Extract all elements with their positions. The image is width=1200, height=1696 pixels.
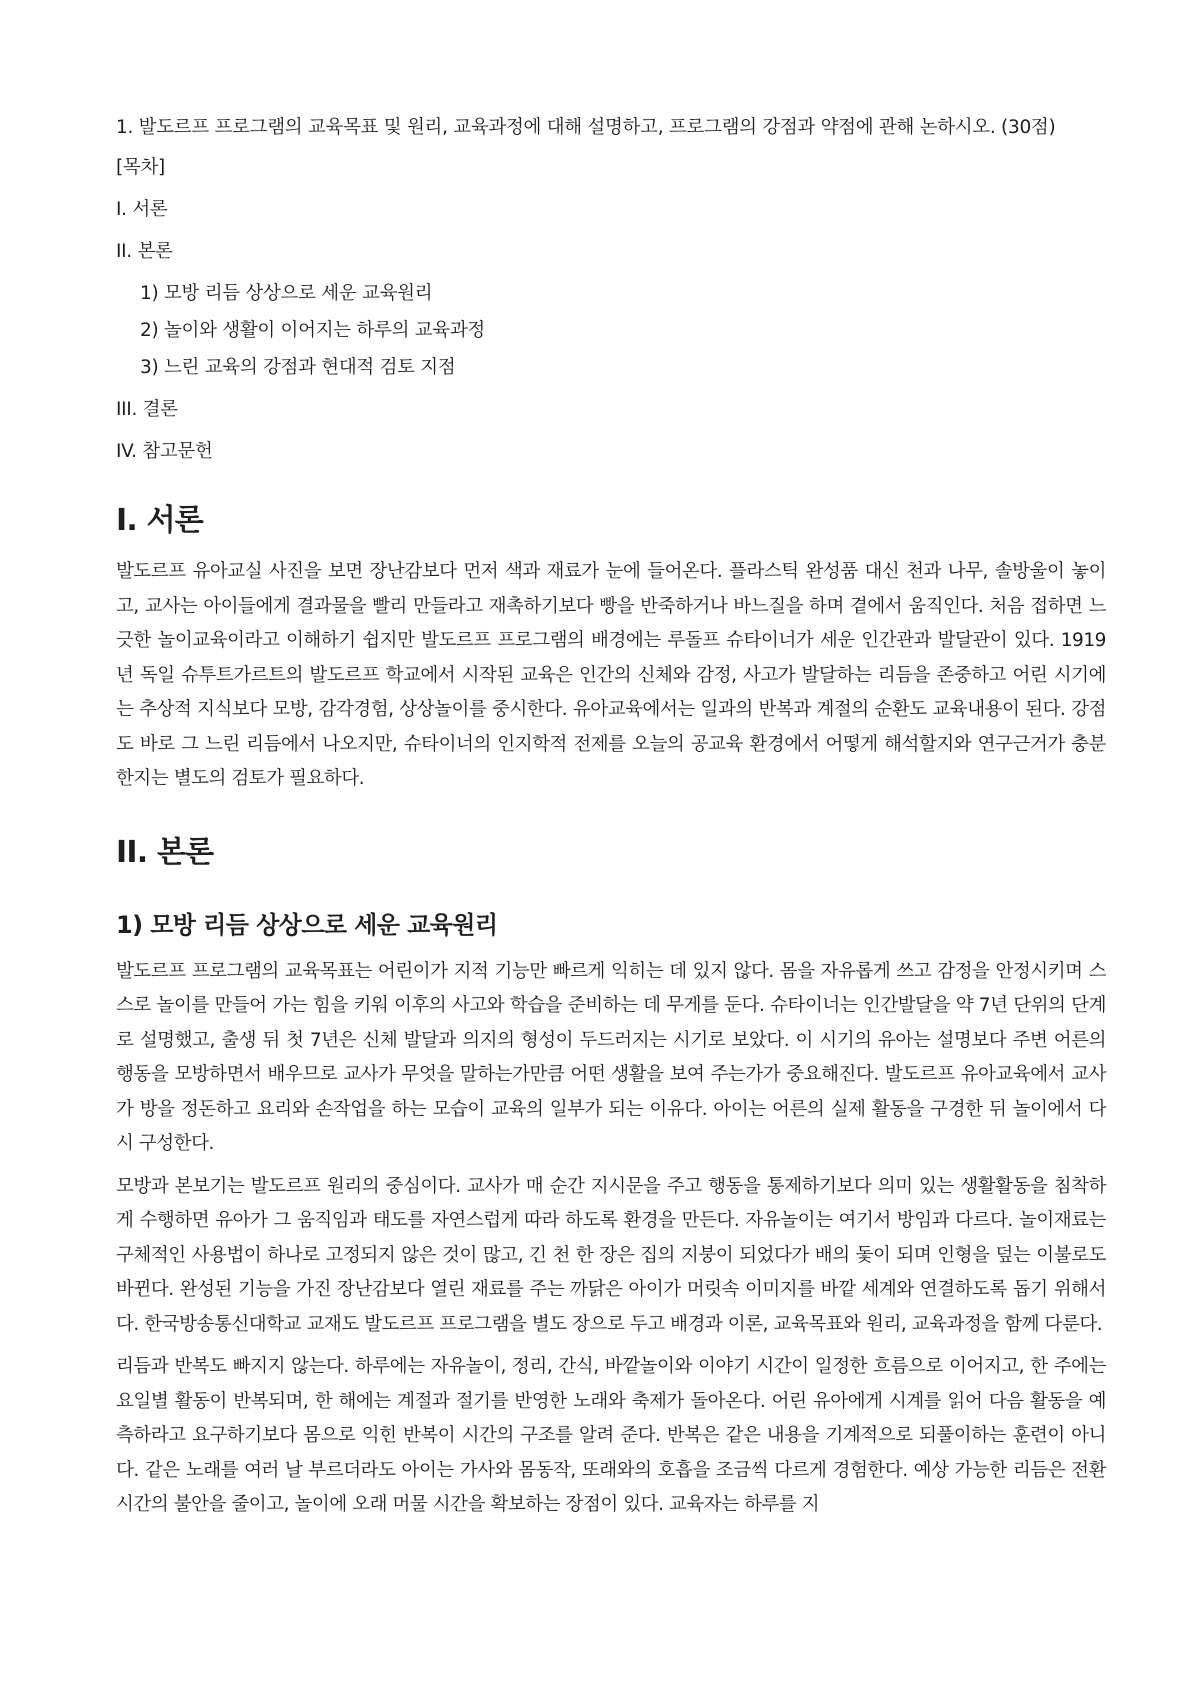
- toc-subitem-curriculum: 2) 놀이와 생활이 이어지는 하루의 교육과정: [140, 320, 485, 341]
- body-paragraph: 모방과 본보기는 발도르프 원리의 중심이다. 교사가 매 순간 지시문을 주고 행동을 통제하기보다 의미 있는 생활활동을 침착하게 수행하면 유아가 그 움직임과 태도를 자연스럽게 따라 하도록 환경을 만든다. 자유놀이는 여기서 방임과 다르다. 놀이재료는 구체적인 사용법이 하나로 고정되지 않은 것이 많고, 긴 천 한 장은 집의 지붕이 되었다가 배의 돛이 되며 인형을 덮는 이불로도 바뀐다. 완성된 기능을 가진 장난감보다 열린 재료를 주는 까닭은 아이가 머릿속 이미지를 바깥 세계와 연결하도록 돕기 위해서다. 한국방송통신대학교 교재도 발도르프 프로그램을 별도 장으로 두고 배경과 이론, 교육목표와 원리, 교육과정을 함께 다룬다.: [116, 1175, 1106, 1335]
- toc-subitem-principles: 1) 모방 리듬 상상으로 세운 교육원리: [140, 283, 433, 304]
- intro-heading: I. 서론: [116, 503, 203, 538]
- body-paragraph: 리듬과 반복도 빠지지 않는다. 하루에는 자유놀이, 정리, 간식, 바깥놀이와 이야기 시간이 일정한 흐름으로 이어지고, 한 주에는 요일별 활동이 반복되며, 한 해에는 계절과 절기를 반영한 노래와 축제가 돌아온다. 어린 유아에게 시계를 읽어 다음 활동을 예측하라고 요구하기보다 몸으로 익힌 반복이 시간의 구조를 알려 준다. 반복은 같은 내용을 기계적으로 되풀이하는 훈련이 아니다. 같은 노래를 여러 날 부르더라도 아이는 가사와 몸동작, 또래와의 호흡을 조금씩 다르게 경험한다. 예상 가능한 리듬은 전환시간의 불안을 줄이고, 놀이에 오래 머물 시간을 확보하는 장점이 있다. 교육자는 하루를 지: [116, 1356, 1106, 1515]
- subsection-heading-principles: 1) 모방 리듬 상상으로 세운 교육원리: [116, 910, 498, 939]
- toc-item-intro: I. 서론: [116, 199, 168, 220]
- table-of-contents: [116, 155, 1106, 465]
- toc-item-references: IV. 참고문헌: [116, 441, 213, 462]
- intro-paragraph: 발도르프 유아교실 사진을 보면 장난감보다 먼저 색과 재료가 눈에 들어온다. 플라스틱 완성품 대신 천과 나무, 솔방울이 놓이고, 교사는 아이들에게 결과물을 빨리 만들라고 재촉하기보다 빵을 반죽하거나 바느질을 하며 곁에서 움직인다. 처음 접하면 느긋한 놀이교육이라고 이해하기 쉽지만 발도르프 프로그램의 배경에는 루돌프 슈타이너가 세운 인간관과 발달관이 있다. 1919년 독일 슈투트가르트의 발도르프 학교에서 시작된 교육은 인간의 신체와 감정, 사고가 발달하는 리듬을 존중하고 어린 시기에는 추상적 지식보다 모방, 감각경험, 상상놀이를 중시한다. 유아교육에서는 일과의 반복과 계절의 순환도 교육내용이 된다. 강점도 바로 그 느린 리듬에서 나오지만, 슈타이너의 인지학적 전제를 오늘의 공교육 환경에서 어떻게 해석할지와 연구근거가 충분한지는 별도의 검토가 필요하다.: [116, 561, 1106, 789]
- toc-subitem-strengths: 3) 느린 교육의 강점과 현대적 검토 지점: [140, 357, 456, 378]
- toc-title: [목차]: [116, 157, 165, 178]
- body-paragraph: 발도르프 프로그램의 교육목표는 어린이가 지적 기능만 빠르게 익히는 데 있지 않다. 몸을 자유롭게 쓰고 감정을 안정시키며 스스로 놀이를 만들어 가는 힘을 키워 이후의 사고와 학습을 준비하는 데 무게를 둔다. 슈타이너는 인간발달을 약 7년 단위의 단계로 설명했고, 출생 뒤 첫 7년은 신체 발달과 의지의 형성이 두드러지는 시기로 보았다. 이 시기의 유아는 설명보다 주변 어른의 행동을 모방하면서 배우므로 교사가 무엇을 말하는가만큼 어떤 생활을 보여 주는가가 중요해진다. 발도르프 유아교육에서 교사가 방을 정돈하고 요리와 손작업을 하는 모습이 교육의 일부가 되는 이유다. 아이는 어른의 실제 활동을 구경한 뒤 놀이에서 다시 구성한다.: [116, 960, 1106, 1154]
- body-heading: II. 본론: [116, 834, 214, 870]
- toc-item-body: II. 본론: [116, 241, 173, 262]
- question-prompt: 1. 발도르프 프로그램의 교육목표 및 원리, 교육과정에 대해 설명하고, 프로그램의 강점과 약점에 관해 논하시오. (30점): [116, 117, 1056, 138]
- toc-item-conclusion: III. 결론: [116, 399, 178, 420]
